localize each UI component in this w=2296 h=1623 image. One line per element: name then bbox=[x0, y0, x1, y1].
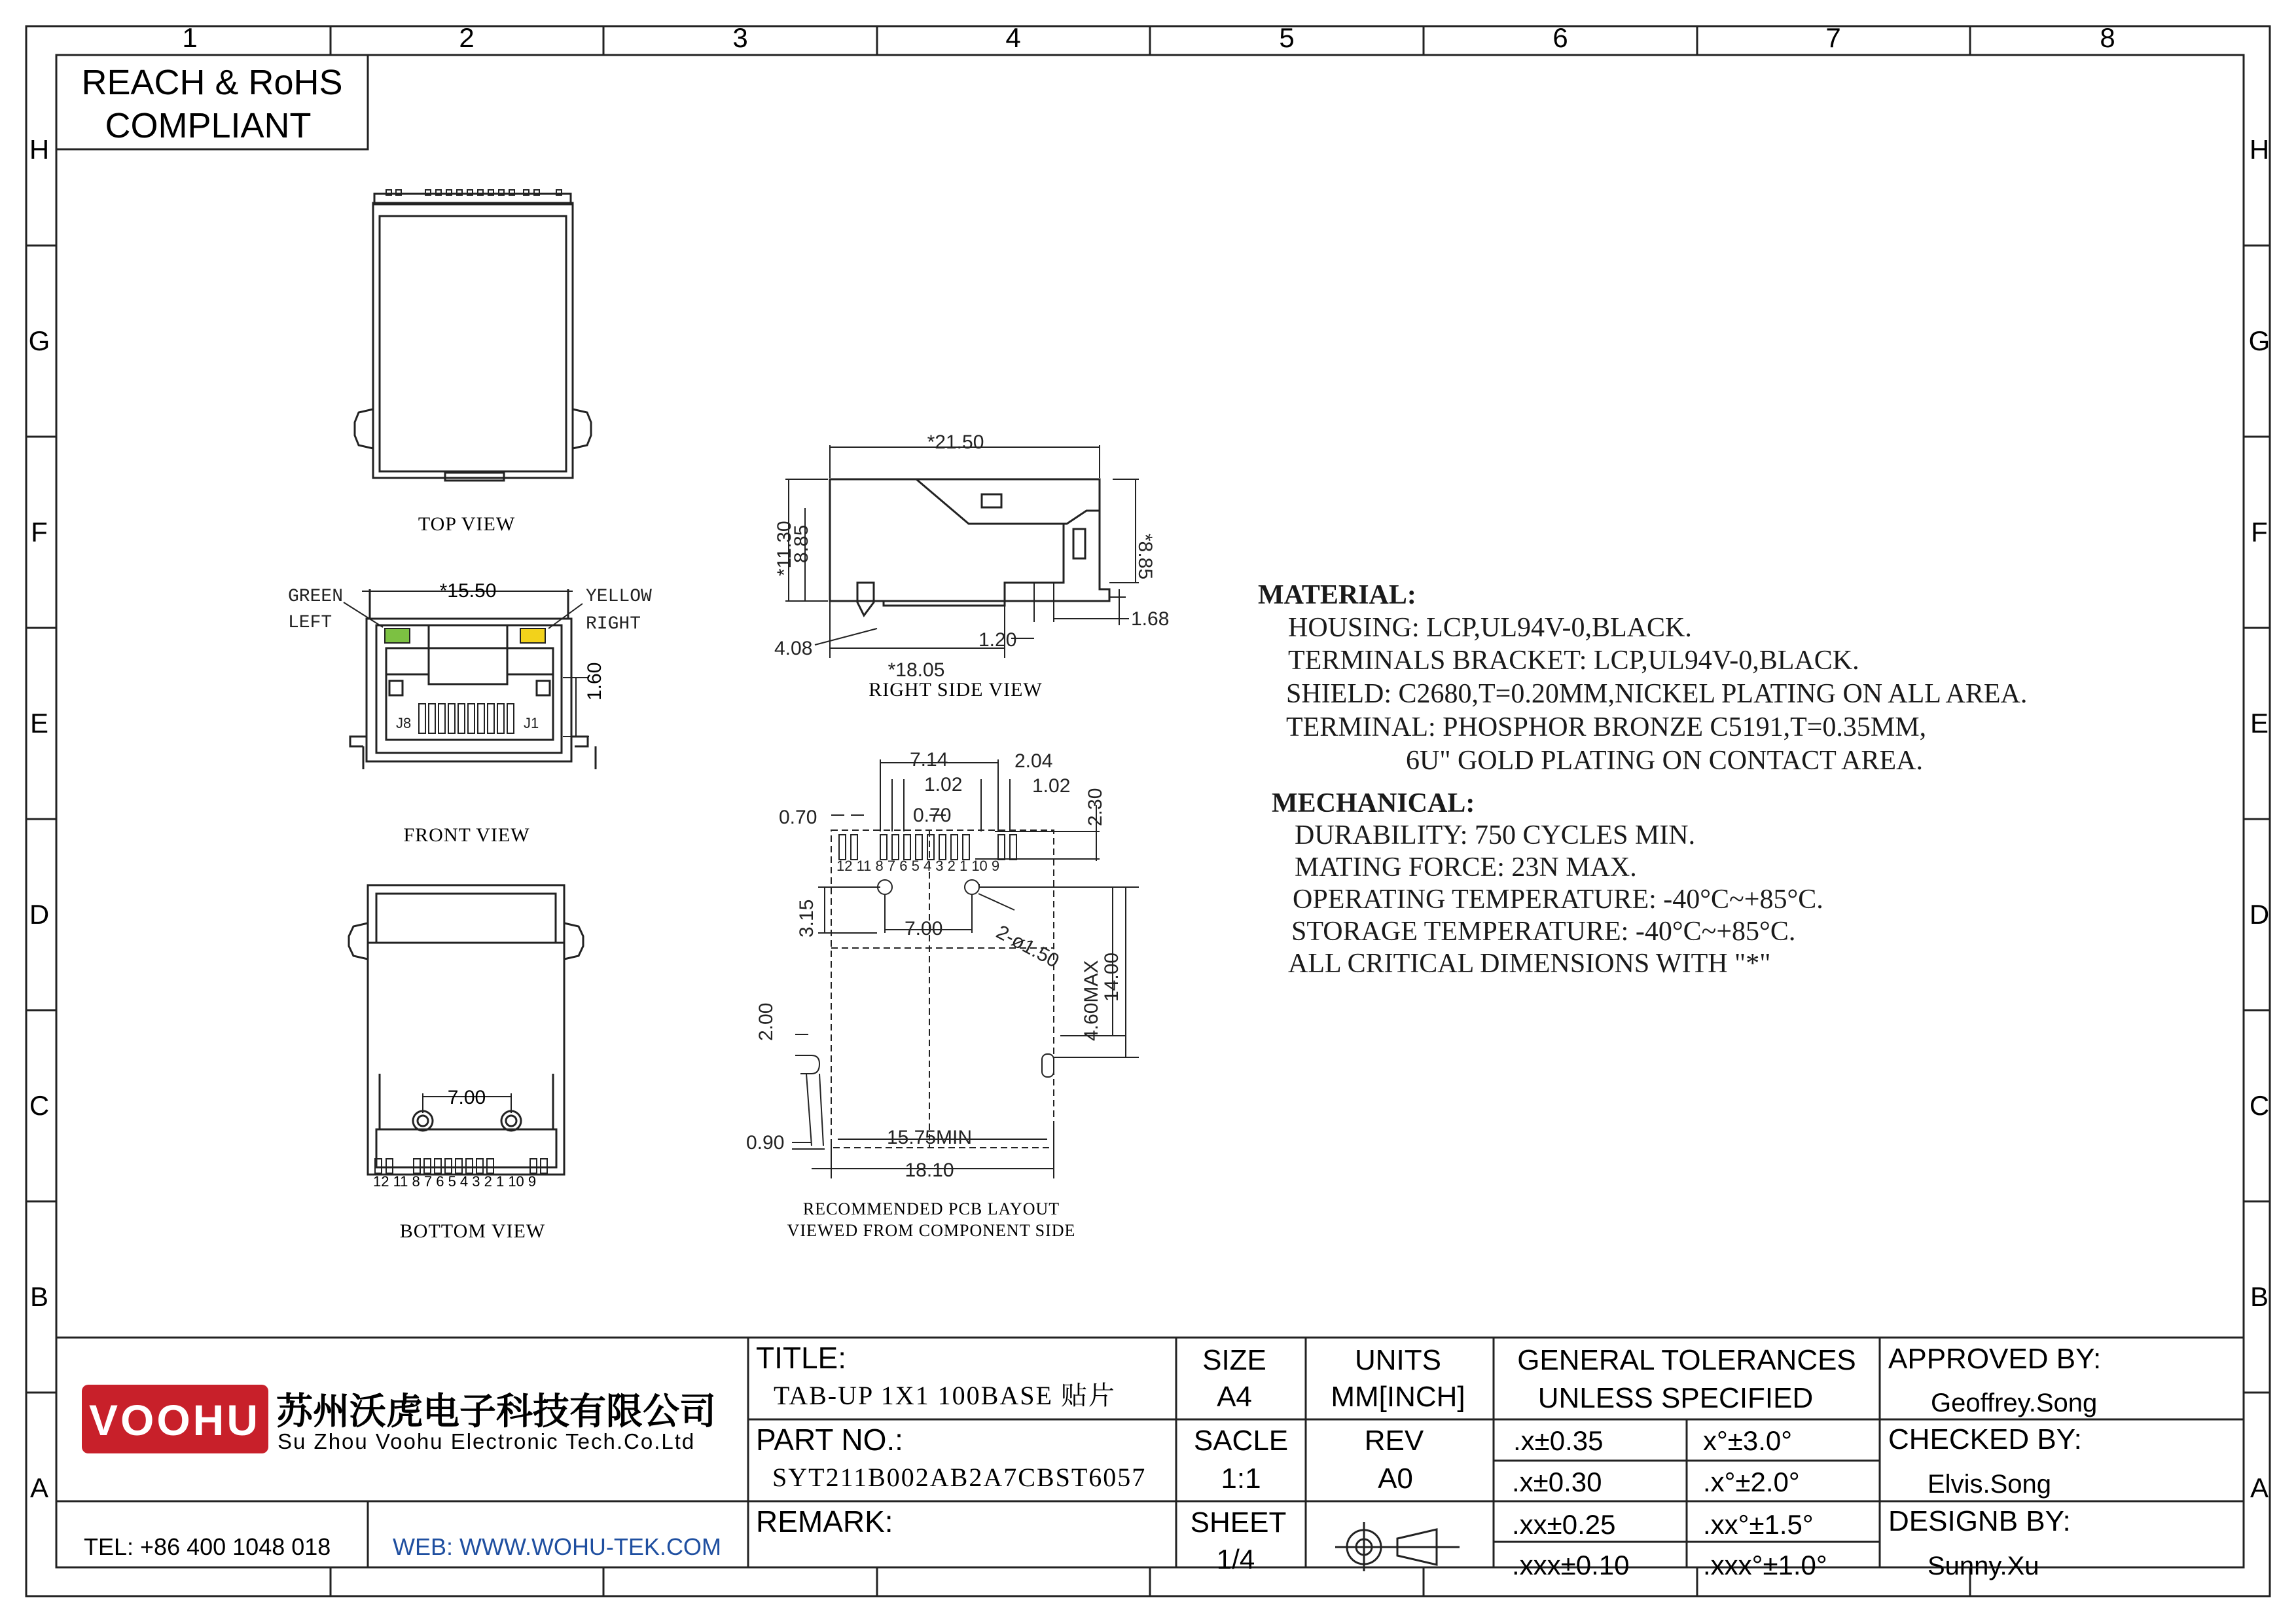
designed-label: DESIGNB BY: bbox=[1888, 1505, 2071, 1537]
tolerance-heading-1: GENERAL TOLERANCES bbox=[1517, 1344, 1856, 1376]
dim-pcb-1575: 15.75MIN bbox=[886, 1127, 973, 1148]
part-no-label: PART NO.: bbox=[756, 1423, 903, 1457]
right-side-dimensions bbox=[774, 431, 1169, 681]
size-scale-sheet bbox=[1191, 1344, 1289, 1575]
dim-bottom-700: 7.00 bbox=[447, 1087, 486, 1108]
compliance-box bbox=[56, 55, 368, 149]
scale-label: SACLE bbox=[1193, 1425, 1289, 1457]
grid-row-h: H bbox=[29, 134, 50, 165]
mechanical-line-4: STORAGE TEMPERATURE: -40°C~+85°C. bbox=[1291, 917, 1796, 947]
dim-pcb-102a: 1.02 bbox=[924, 774, 963, 795]
material-line-5: 6U" GOLD PLATING ON CONTACT AREA. bbox=[1406, 746, 1924, 776]
dim-pcb-070a: 0.70 bbox=[779, 807, 817, 828]
size-value: A4 bbox=[1217, 1381, 1252, 1413]
tolerance-table bbox=[1512, 1425, 1827, 1580]
checked-label: CHECKED BY: bbox=[1888, 1423, 2082, 1455]
top-view-label: TOP VIEW bbox=[418, 513, 516, 535]
dim-pcb-150: 2-ø1.50 bbox=[992, 921, 1063, 972]
dim-rs-168: 1.68 bbox=[1131, 608, 1170, 630]
front-view-label: FRONT VIEW bbox=[403, 824, 530, 846]
grid-col-3: 3 bbox=[732, 22, 748, 53]
approved-value: Geoffrey.Song bbox=[1931, 1389, 2098, 1417]
grid-row-h-right: H bbox=[2249, 134, 2270, 165]
tol-angle-2: .x°±2.0° bbox=[1703, 1467, 1800, 1497]
grid-col-8: 8 bbox=[2100, 22, 2115, 53]
approvals bbox=[1888, 1343, 2101, 1580]
mechanical-line-1: DURABILITY: 750 CYCLES MIN. bbox=[1295, 820, 1696, 850]
mechanical-line-2: MATING FORCE: 23N MAX. bbox=[1295, 852, 1637, 883]
tel: TEL: +86 400 1048 018 bbox=[84, 1533, 331, 1560]
label-j1: J1 bbox=[524, 715, 539, 731]
mechanical-spec bbox=[1272, 788, 1823, 979]
sheet-label: SHEET bbox=[1190, 1506, 1287, 1539]
front-view-labels bbox=[288, 587, 652, 731]
label-j8: J8 bbox=[396, 715, 412, 731]
grid-row-c-right: C bbox=[2249, 1090, 2270, 1121]
tol-angle-3: .xx°±1.5° bbox=[1703, 1509, 1814, 1540]
scale-value: 1:1 bbox=[1221, 1463, 1261, 1495]
dim-rs-120: 1.20 bbox=[978, 629, 1017, 651]
grid-col-4: 4 bbox=[1005, 22, 1021, 53]
grid-row-d-right: D bbox=[2249, 899, 2270, 930]
dim-pcb-1810: 18.10 bbox=[905, 1159, 954, 1181]
approved-label: APPROVED BY: bbox=[1888, 1343, 2102, 1375]
title-label: TITLE: bbox=[756, 1341, 847, 1375]
mechanical-line-3: OPERATING TEMPERATURE: -40°C~+85°C. bbox=[1293, 884, 1823, 915]
checked-value: Elvis.Song bbox=[1928, 1470, 2051, 1499]
pcb-pin-numbers: 12 11 8 7 6 5 4 3 2 1 10 9 bbox=[836, 858, 1000, 874]
grid-row-g-right: G bbox=[2248, 325, 2270, 356]
dim-pcb-700: 7.00 bbox=[905, 918, 943, 939]
grid-row-b: B bbox=[29, 1281, 49, 1312]
rev-value: A0 bbox=[1378, 1463, 1413, 1495]
mechanical-heading: MECHANICAL: bbox=[1272, 788, 1475, 818]
pcb-label-line2: VIEWED FROM COMPONENT SIDE bbox=[787, 1221, 1076, 1240]
tol-linear-4: .xxx±0.10 bbox=[1512, 1550, 1630, 1580]
grid-col-5: 5 bbox=[1279, 22, 1295, 53]
dim-rs-h3: *8.85 bbox=[1134, 533, 1156, 580]
remark-label: REMARK: bbox=[756, 1504, 893, 1539]
rev-label: REV bbox=[1364, 1425, 1424, 1457]
bottom-pin-numbers: 12 11 8 7 6 5 4 3 2 1 10 9 bbox=[373, 1173, 537, 1190]
tol-linear-1: .x±0.35 bbox=[1513, 1425, 1604, 1456]
grid-row-e-right: E bbox=[2250, 708, 2269, 739]
front-view-drawing bbox=[350, 589, 596, 769]
led-yellow bbox=[520, 629, 545, 643]
compliance-line1: REACH & RoHS bbox=[81, 63, 343, 102]
logo-text: VOOHU bbox=[88, 1396, 261, 1444]
grid-row-d: D bbox=[29, 899, 50, 930]
tol-linear-3: .xx±0.25 bbox=[1512, 1509, 1616, 1540]
dim-front-height: 1.60 bbox=[584, 662, 605, 701]
size-label: SIZE bbox=[1202, 1344, 1266, 1376]
dim-pcb-204: 2.04 bbox=[1014, 750, 1053, 772]
material-line-4: TERMINAL: PHOSPHOR BRONZE C5191,T=0.35MM, bbox=[1286, 712, 1927, 742]
material-spec bbox=[1258, 580, 2027, 776]
dim-rs-h1: *11.30 bbox=[774, 520, 795, 576]
dim-pcb-090: 0.90 bbox=[746, 1132, 785, 1154]
bottom-view-label: BOTTOM VIEW bbox=[399, 1220, 546, 1242]
grid-col-1: 1 bbox=[182, 22, 198, 53]
third-angle-projection-icon bbox=[1335, 1522, 1460, 1571]
grid-col-2: 2 bbox=[459, 22, 475, 53]
material-heading: MATERIAL: bbox=[1258, 580, 1416, 610]
sheet-value: 1/4 bbox=[1216, 1544, 1255, 1575]
part-no-value: SYT211B002AB2A7CBST6057 bbox=[772, 1463, 1147, 1492]
company-name-cn: 苏州沃虎电子科技有限公司 bbox=[276, 1391, 716, 1433]
material-line-3: SHIELD: C2680,T=0.20MM,NICKEL PLATING ON ALL AREA. bbox=[1286, 679, 2028, 709]
grid-row-g: G bbox=[28, 325, 50, 356]
dim-pcb-230: 2.30 bbox=[1085, 788, 1106, 826]
label-left: LEFT bbox=[288, 613, 332, 633]
web-link[interactable]: WEB: WWW.WOHU-TEK.COM bbox=[393, 1533, 721, 1560]
grid-row-f-right: F bbox=[2251, 517, 2268, 547]
label-green: GREEN bbox=[288, 587, 344, 607]
led-green bbox=[385, 629, 410, 643]
label-yellow: YELLOW bbox=[586, 587, 652, 607]
designed-value: Sunny.Xu bbox=[1928, 1552, 2039, 1580]
dim-pcb-460: 4.60MAX bbox=[1081, 960, 1102, 1041]
compliance-line2: COMPLIANT bbox=[105, 106, 312, 145]
label-right: RIGHT bbox=[586, 614, 641, 634]
grid-row-a: A bbox=[29, 1472, 49, 1503]
grid-col-7: 7 bbox=[1825, 22, 1841, 53]
dim-pcb-315: 3.15 bbox=[796, 899, 817, 938]
grid-row-a-right: A bbox=[2250, 1472, 2269, 1503]
dim-rs-1805: *18.05 bbox=[888, 659, 945, 681]
bottom-view-drawing bbox=[349, 885, 583, 1175]
dim-pcb-714: 7.14 bbox=[910, 749, 948, 771]
units-label: UNITS bbox=[1355, 1344, 1441, 1376]
pcb-dimensions bbox=[746, 749, 1122, 1181]
material-line-1: HOUSING: LCP,UL94V-0,BLACK. bbox=[1288, 613, 1692, 643]
pcb-label-line1: RECOMMENDED PCB LAYOUT bbox=[802, 1199, 1060, 1218]
dim-pcb-070b: 0.70 bbox=[913, 805, 952, 826]
grid-row-b-right: B bbox=[2250, 1281, 2269, 1312]
top-view-drawing bbox=[355, 190, 591, 481]
tol-angle-4: .xxx°±1.0° bbox=[1703, 1550, 1827, 1580]
right-side-view-drawing bbox=[785, 445, 1139, 658]
dim-rs-408: 4.08 bbox=[774, 638, 813, 659]
dim-pcb-1400: 14.00 bbox=[1101, 952, 1122, 1002]
tol-angle-1: x°±3.0° bbox=[1703, 1425, 1793, 1456]
company-name-en: Su Zhou Voohu Electronic Tech.Co.Ltd bbox=[278, 1429, 696, 1453]
mechanical-line-5: ALL CRITICAL DIMENSIONS WITH "*" bbox=[1288, 949, 1771, 979]
grid-row-e: E bbox=[29, 708, 49, 739]
dim-rs-h2: 8.85 bbox=[791, 524, 812, 563]
voohu-logo bbox=[82, 1385, 268, 1453]
title-value: TAB-UP 1X1 100BASE 贴片 bbox=[774, 1381, 1116, 1410]
tol-linear-2: .x±0.30 bbox=[1512, 1467, 1602, 1497]
material-line-2: TERMINALS BRACKET: LCP,UL94V-0,BLACK. bbox=[1288, 646, 1859, 676]
dim-pcb-102b: 1.02 bbox=[1032, 775, 1071, 797]
dim-front-width: *15.50 bbox=[439, 580, 497, 602]
grid-row-c: C bbox=[29, 1090, 50, 1121]
dim-rs-width: *21.50 bbox=[927, 431, 984, 453]
dim-pcb-200: 2.00 bbox=[755, 1002, 777, 1041]
tolerance-heading-2: UNLESS SPECIFIED bbox=[1537, 1382, 1814, 1414]
grid-row-f: F bbox=[31, 517, 48, 547]
right-side-view-label: RIGHT SIDE VIEW bbox=[869, 679, 1043, 701]
units-value: MM[INCH] bbox=[1331, 1381, 1465, 1413]
grid-col-6: 6 bbox=[1552, 22, 1568, 53]
